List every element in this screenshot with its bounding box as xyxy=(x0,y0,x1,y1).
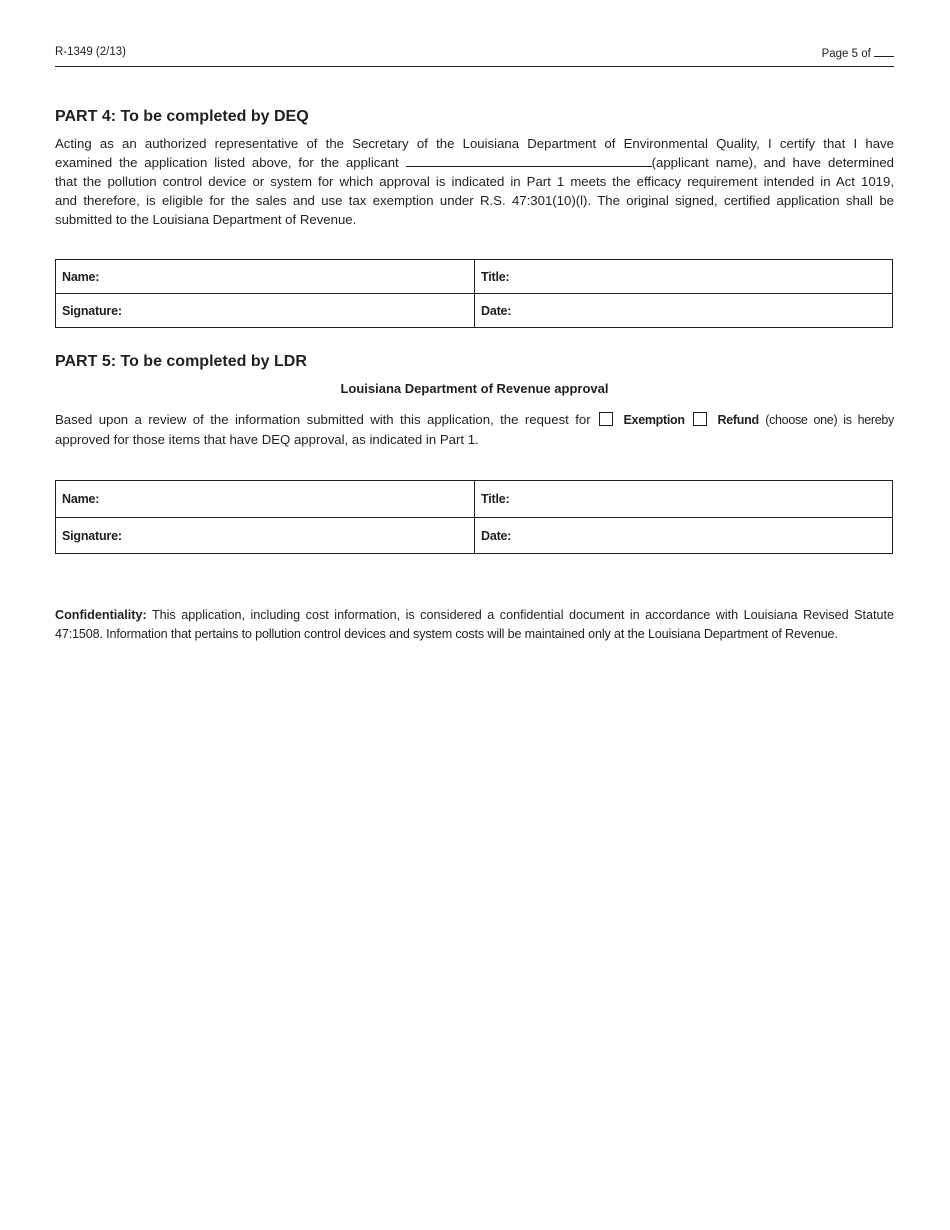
part4-line-4: and therefore, is eligible for the sales and use tax exemption under R.S. 47:301(10)(l). The original signed, certified application shall be xyxy=(55,193,894,208)
ldr-date-field[interactable]: Date: xyxy=(475,518,893,554)
part4-line-2 xyxy=(55,153,894,172)
part4-line-5: submitted to the Louisiana Department of Revenue. xyxy=(55,212,357,227)
deq-title-field[interactable]: Title: xyxy=(475,260,893,294)
ldr-signature-table xyxy=(55,480,893,554)
part5-line-2: approved for those items that have DEQ approval, as indicated in Part 1. xyxy=(55,432,479,447)
ldr-title-field[interactable]: Title: xyxy=(475,481,893,518)
page-label: Page 5 of xyxy=(821,48,871,60)
ldr-name-field[interactable]: Name: xyxy=(56,481,475,518)
part5-line-1 xyxy=(55,410,894,430)
form-page xyxy=(55,0,894,1230)
form-id: R-1349 (2/13) xyxy=(55,46,126,58)
part4-line-2-before: examined the application listed above, for the applicant xyxy=(55,155,399,170)
confidentiality-line-1 xyxy=(55,606,894,625)
refund-checkbox[interactable] xyxy=(693,412,707,426)
confidentiality-text-1: This application, including cost information, is considered a confidential document in accordance with Louisiana Revised Statute xyxy=(151,608,894,622)
exemption-label: Exemption xyxy=(623,413,685,427)
deq-date-field[interactable]: Date: xyxy=(475,294,893,328)
part5-approval-text xyxy=(55,410,894,449)
part5-line-1-after: (choose one) is hereby xyxy=(765,413,895,427)
deq-signature-table xyxy=(55,259,893,328)
deq-name-field[interactable]: Name: xyxy=(56,260,475,294)
exemption-checkbox[interactable] xyxy=(599,412,613,426)
page-header xyxy=(55,46,894,67)
part5-line-1-before: Based upon a review of the information submitted with this application, the request for xyxy=(55,412,591,427)
part4-certification-text xyxy=(55,134,894,229)
part4-line-2-after: (applicant name), and have determined xyxy=(651,155,894,170)
part5-title: PART 5: To be completed by LDR xyxy=(55,353,307,370)
part4-title: PART 4: To be completed by DEQ xyxy=(55,108,309,125)
part5-subtitle: Louisiana Department of Revenue approval xyxy=(340,381,609,396)
confidentiality-label: Confidentiality: xyxy=(55,608,147,622)
deq-signature-field[interactable]: Signature: xyxy=(56,294,475,328)
ldr-signature-field[interactable]: Signature: xyxy=(56,518,475,554)
confidentiality-notice xyxy=(55,606,894,644)
page-number xyxy=(822,46,894,60)
part4-line-3: that the pollution control device or system for which approval is indicated in Part 1 meets the efficacy requirement intended in Act 1019, xyxy=(55,174,894,189)
part4-line-1: Acting as an authorized representative of the Secretary of the Louisiana Department of Environmental Quality, I certify that I have xyxy=(55,136,894,151)
confidentiality-line-2: 47:1508. Information that pertains to pollution control devices and system costs will be maintained only at the Louisiana Department of Revenue. xyxy=(55,627,838,641)
refund-label: Refund xyxy=(717,413,759,427)
applicant-name-blank[interactable] xyxy=(406,154,652,167)
page-total-blank[interactable] xyxy=(874,46,894,57)
